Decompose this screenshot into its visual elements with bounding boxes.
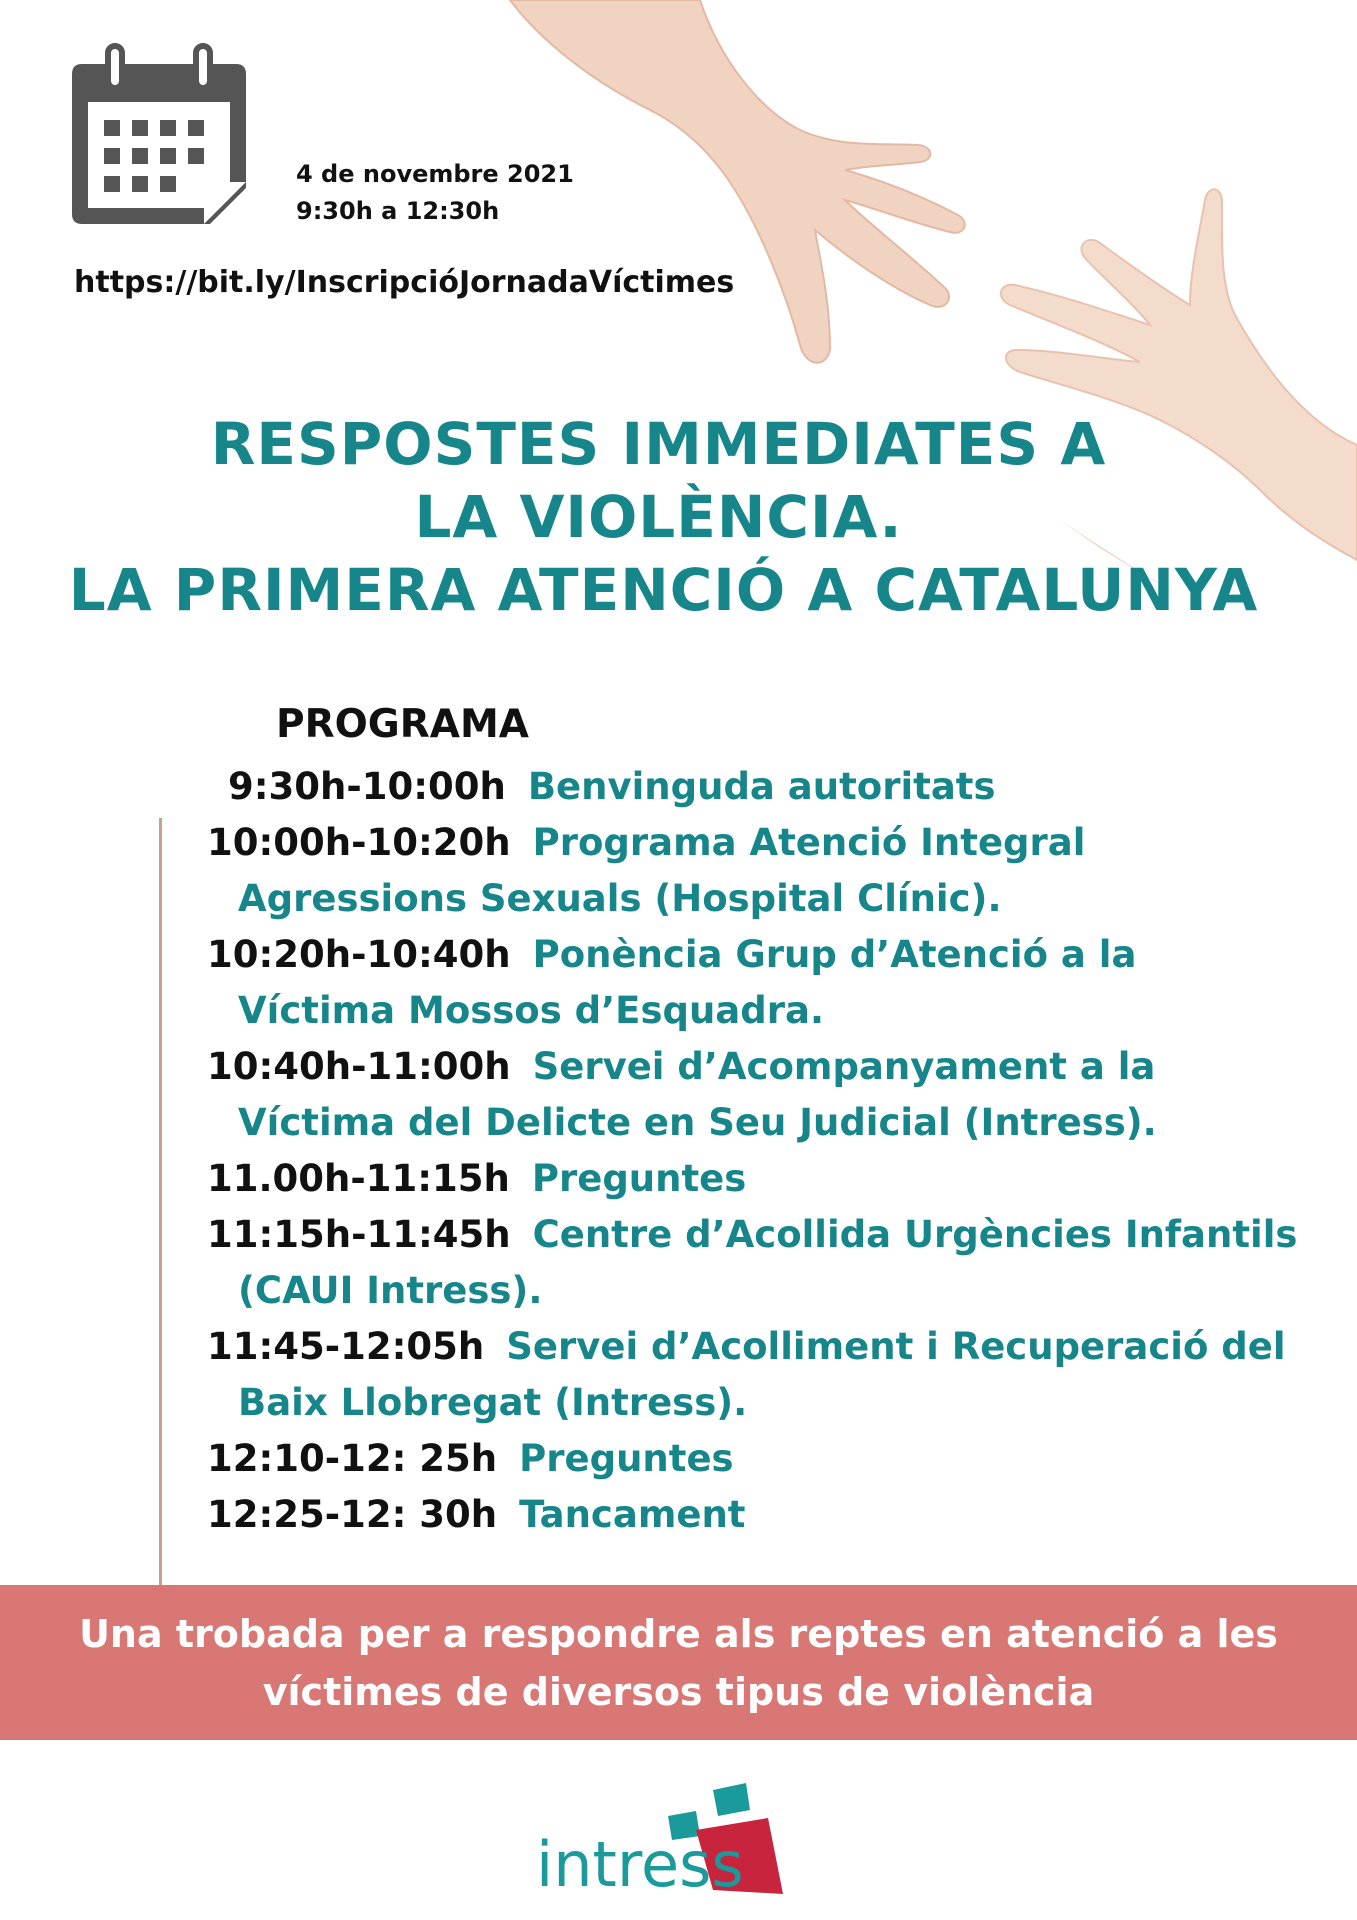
tagline-line-1: Una trobada per a respondre als reptes en atenció a les (79, 1611, 1278, 1656)
programa-heading: PROGRAMA (276, 702, 529, 747)
program-item (207, 1437, 734, 1480)
program-desc-cont: Víctima del Delicte en Seu Judicial (Intress). (238, 1101, 1157, 1144)
registration-link[interactable]: https://bit.ly/InscripcióJornadaVíctimes (74, 265, 735, 300)
program-time: 10:40h-11:00h (207, 1045, 511, 1088)
program-desc: Servei d’Acompanyament a la (532, 1045, 1156, 1088)
tagline-line-2: víctimes de diversos tipus de violència (262, 1669, 1095, 1714)
tagline-banner (0, 1585, 1357, 1740)
calendar-icon (64, 42, 254, 232)
title-line-1: RESPOSTES IMMEDIATES A (210, 410, 1107, 478)
program-time: 10:00h-10:20h (207, 821, 511, 864)
program-time: 10:20h-10:40h (207, 933, 511, 976)
program-desc: Preguntes (519, 1437, 734, 1480)
title-line-2: LA VIOLÈNCIA. (414, 483, 903, 551)
program-desc: Benvinguda autoritats (527, 765, 996, 808)
program-time: 12:10-12: 25h (207, 1437, 498, 1480)
program-desc: Centre d’Acollida Urgències Infantils (532, 1213, 1298, 1256)
program-desc: Programa Atenció Integral (532, 821, 1086, 864)
program-time: 12:25-12: 30h (207, 1493, 498, 1536)
event-time: 9:30h a 12:30h (296, 197, 500, 225)
program-desc-cont: Baix Llobregat (Intress). (238, 1381, 748, 1424)
program-desc: Servei d’Acolliment i Recuperació del (506, 1325, 1286, 1368)
program-item (228, 765, 996, 808)
divider-line (159, 818, 162, 1585)
program-desc: Tancament (519, 1493, 746, 1536)
program-item (207, 1045, 1155, 1088)
program-time: 9:30h-10:00h (228, 765, 506, 808)
program-item (207, 1157, 746, 1200)
program-item (207, 821, 1085, 864)
program-time: 11:15h-11:45h (207, 1213, 511, 1256)
program-item (207, 933, 1136, 976)
program-item (207, 1213, 1297, 1256)
program-desc-cont: Agressions Sexuals (Hospital Clínic). (238, 877, 1002, 920)
title-line-3: LA PRIMERA ATENCIÓ A CATALUNYA (68, 556, 1259, 624)
program-desc: Ponència Grup d’Atenció a la (532, 933, 1137, 976)
svg-text:intress: intress (536, 1828, 744, 1898)
program-item (207, 1325, 1286, 1368)
program-desc-cont: Víctima Mossos d’Esquadra. (238, 989, 825, 1032)
program-desc-cont: (CAUI Intress). (238, 1269, 543, 1312)
event-date: 4 de novembre 2021 (296, 160, 574, 188)
program-item (207, 1493, 746, 1536)
intress-logo (528, 1778, 838, 1898)
program-time: 11:45-12:05h (207, 1325, 485, 1368)
program-desc: Preguntes (531, 1157, 747, 1200)
program-time: 11.00h-11:15h (207, 1157, 510, 1200)
